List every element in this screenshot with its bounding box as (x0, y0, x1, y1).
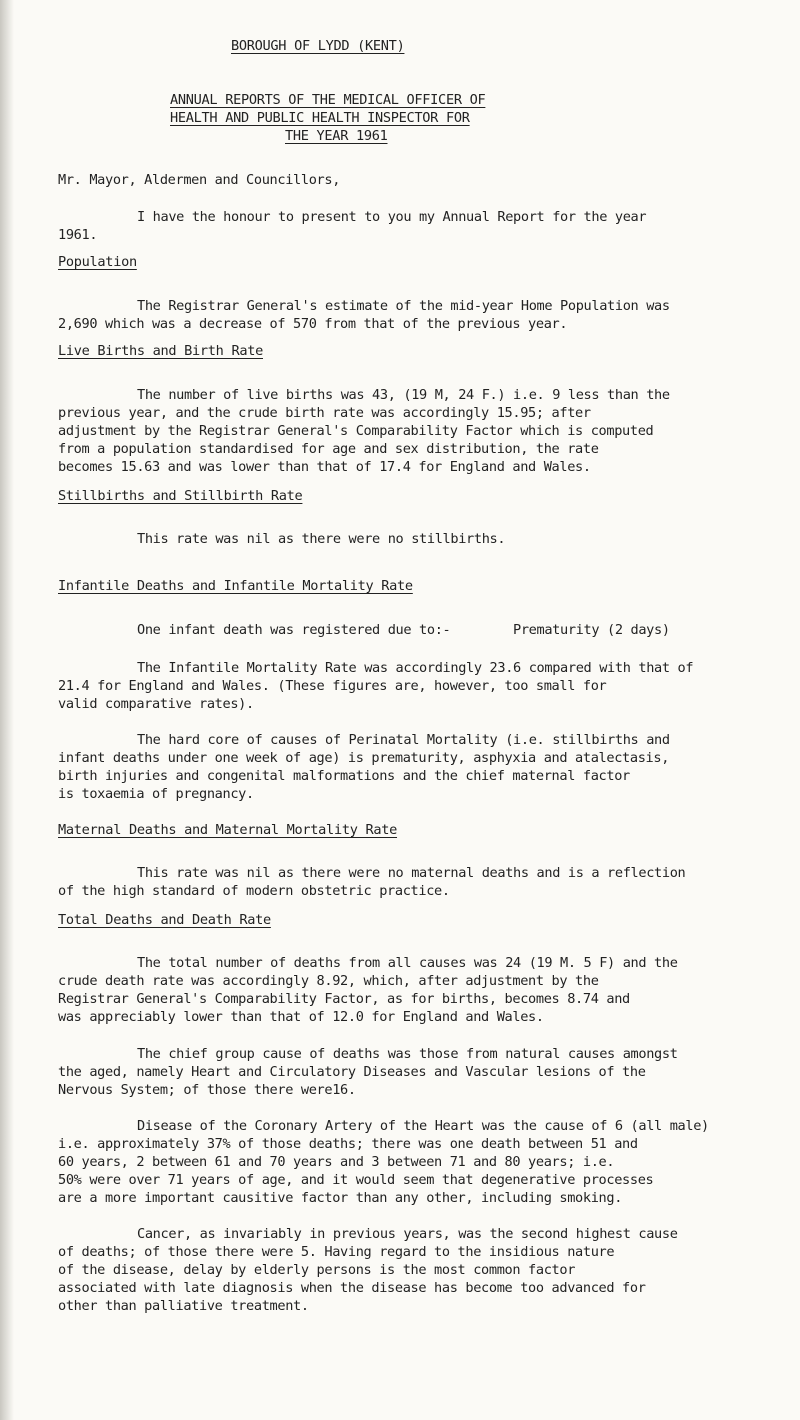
borough-heading: BOROUGH OF LYDD (KENT) (231, 38, 405, 54)
total-deaths-heading: Total Deaths and Death Rate (58, 912, 271, 928)
maternal-line: This rate was nil as there were no maternal deaths and is a reflection (137, 865, 686, 881)
total-deaths-line: associated with late diagnosis when the disease has become too advanced for (58, 1280, 646, 1296)
total-deaths-line: Nervous System; of those there were16. (58, 1082, 356, 1098)
perinatal-line: The hard core of causes of Perinatal Mortality (i.e. stillbirths and (137, 732, 670, 748)
population-line: The Registrar General's estimate of the mid-year Home Population was (137, 298, 670, 314)
total-deaths-line: The total number of deaths from all causes was 24 (19 M. 5 F) and the (137, 955, 678, 971)
population-line: 2,690 which was a decrease of 570 from that of the previous year. (58, 316, 568, 332)
total-deaths-line: was appreciably lower than that of 12.0 for England and Wales. (58, 1009, 544, 1025)
perinatal-line: is toxaemia of pregnancy. (58, 786, 254, 802)
perinatal-line: birth injuries and congenital malformations and the chief maternal factor (58, 768, 630, 784)
stillbirths-paragraph (58, 530, 768, 548)
total-deaths-line: 50% were over 71 years of age, and it would seem that degenerative processes (58, 1172, 654, 1188)
total-deaths-line: of deaths; of those there were 5. Having regard to the insidious nature (58, 1244, 615, 1260)
infant-death-cause: Prematurity (2 days) (513, 622, 670, 638)
live-births-line: becomes 15.63 and was lower than that of 17.4 for England and Wales. (58, 459, 591, 475)
total-deaths-line: other than palliative treatment. (58, 1298, 309, 1314)
total-deaths-paragraph-3 (58, 1117, 768, 1207)
total-deaths-line: i.e. approximately 37% of those deaths; there was one death between 51 and (58, 1136, 638, 1152)
intro-line: I have the honour to present to you my Annual Report for the year (137, 209, 647, 225)
intro-line: 1961. (58, 227, 98, 243)
infantile-rate-line: The Infantile Mortality Rate was accordingly 23.6 compared with that of (137, 660, 694, 676)
total-deaths-line: crude death rate was accordingly 8.92, which, after adjustment by the (58, 973, 599, 989)
total-deaths-line: Registrar General's Comparability Factor, as for births, becomes 8.74 and (58, 991, 630, 1007)
total-deaths-line: The chief group cause of deaths was those from natural causes amongst (137, 1046, 678, 1062)
total-deaths-paragraph-1 (58, 954, 768, 1026)
perinatal-paragraph (58, 731, 768, 803)
live-births-heading: Live Births and Birth Rate (58, 343, 263, 359)
infantile-heading: Infantile Deaths and Infantile Mortality Rate (58, 578, 413, 594)
perinatal-line: infant deaths under one week of age) is prematurity, asphyxia and atalectasis, (58, 750, 670, 766)
salutation: Mr. Mayor, Aldermen and Councillors, (58, 172, 341, 188)
report-title-line-3: THE YEAR 1961 (285, 128, 388, 144)
report-title-line-1: ANNUAL REPORTS OF THE MEDICAL OFFICER OF (170, 92, 486, 108)
intro-paragraph (58, 208, 768, 244)
total-deaths-line: the aged, namely Heart and Circulatory Diseases and Vascular lesions of the (58, 1064, 646, 1080)
total-deaths-paragraph-4 (58, 1225, 768, 1315)
stillbirths-heading: Stillbirths and Stillbirth Rate (58, 488, 303, 504)
maternal-paragraph (58, 864, 768, 900)
live-births-line: from a population standardised for age and sex distribution, the rate (58, 441, 599, 457)
infant-death-line: One infant death was registered due to:- (137, 622, 451, 638)
maternal-line: of the high standard of modern obstetric practice. (58, 883, 450, 899)
stillbirths-line: This rate was nil as there were no stillbirths. (137, 531, 506, 547)
live-births-line: The number of live births was 43, (19 M, 24 F.) i.e. 9 less than the (137, 387, 670, 403)
total-deaths-paragraph-2 (58, 1045, 768, 1099)
total-deaths-line: Cancer, as invariably in previous years, was the second highest cause (137, 1226, 678, 1242)
infantile-rate-paragraph (58, 659, 768, 713)
live-births-line: adjustment by the Registrar General's Comparability Factor which is computed (58, 423, 654, 439)
total-deaths-line: are a more important causitive factor than any other, including smoking. (58, 1190, 623, 1206)
maternal-heading: Maternal Deaths and Maternal Mortality Rate (58, 822, 398, 838)
live-births-paragraph (58, 386, 768, 476)
population-heading: Population (58, 254, 137, 270)
infantile-rate-line: 21.4 for England and Wales. (These figures are, however, too small for (58, 678, 607, 694)
report-title-line-2: HEALTH AND PUBLIC HEALTH INSPECTOR FOR (170, 110, 470, 126)
live-births-line: previous year, and the crude birth rate was accordingly 15.95; after (58, 405, 591, 421)
total-deaths-line: 60 years, 2 between 61 and 70 years and 3 between 71 and 80 years; i.e. (58, 1154, 615, 1170)
total-deaths-line: of the disease, delay by elderly persons is the most common factor (58, 1262, 576, 1278)
total-deaths-line: Disease of the Coronary Artery of the Heart was the cause of 6 (all male) (137, 1118, 709, 1134)
population-paragraph (58, 297, 768, 333)
infantile-rate-line: valid comparative rates). (58, 696, 254, 712)
